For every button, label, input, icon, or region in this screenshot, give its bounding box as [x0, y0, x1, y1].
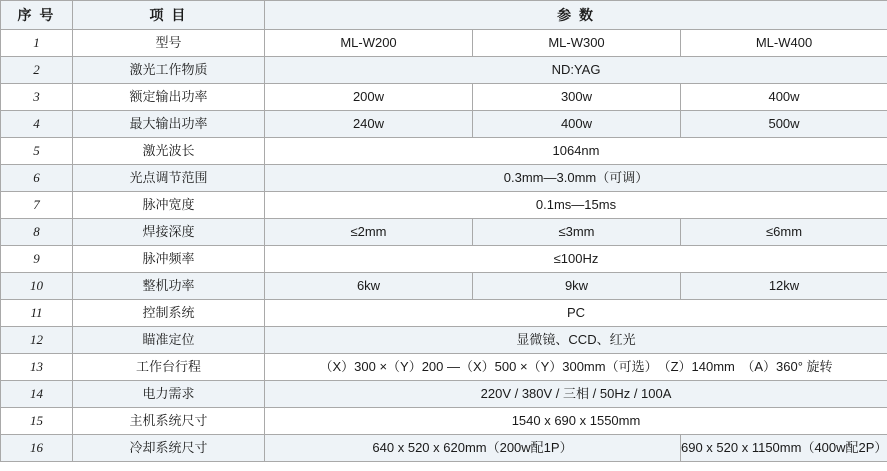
- row-value: ML-W400: [681, 30, 887, 57]
- row-value: 12kw: [681, 273, 887, 300]
- row-item-label: 激光工作物质: [73, 57, 265, 84]
- row-index: 11: [1, 300, 73, 327]
- header-no: 序 号: [1, 1, 73, 30]
- table-row: [1, 219, 887, 246]
- row-value: 500w: [681, 111, 887, 138]
- row-index: 4: [1, 111, 73, 138]
- row-index: 12: [1, 327, 73, 354]
- row-index: 14: [1, 381, 73, 408]
- table-row: [1, 138, 887, 165]
- row-value: 0.3mm—3.0mm（可调）: [265, 165, 887, 192]
- table-row: [1, 435, 887, 462]
- row-value: 690 x 520 x 1150mm（400w配2P）: [681, 435, 887, 462]
- row-value: 300w: [473, 84, 681, 111]
- table-row: [1, 165, 887, 192]
- table-header-row: [1, 1, 887, 30]
- row-value: 9kw: [473, 273, 681, 300]
- table-row: [1, 84, 887, 111]
- row-value: 0.1ms—15ms: [265, 192, 887, 219]
- row-item-label: 工作台行程: [73, 354, 265, 381]
- header-item: 项 目: [73, 1, 265, 30]
- row-item-label: 最大输出功率: [73, 111, 265, 138]
- table-row: [1, 354, 887, 381]
- row-value: 200w: [265, 84, 473, 111]
- row-item-label: 主机系统尺寸: [73, 408, 265, 435]
- table-row: [1, 273, 887, 300]
- row-index: 3: [1, 84, 73, 111]
- row-item-label: 控制系统: [73, 300, 265, 327]
- table-row: [1, 381, 887, 408]
- table-row: [1, 327, 887, 354]
- row-index: 6: [1, 165, 73, 192]
- table-row: [1, 30, 887, 57]
- row-value: 1540 x 690 x 1550mm: [265, 408, 887, 435]
- row-index: 16: [1, 435, 73, 462]
- row-value: 640 x 520 x 620mm（200w配1P）: [265, 435, 681, 462]
- table-row: [1, 192, 887, 219]
- row-index: 9: [1, 246, 73, 273]
- row-index: 15: [1, 408, 73, 435]
- row-value: PC: [265, 300, 887, 327]
- row-item-label: 脉冲宽度: [73, 192, 265, 219]
- row-item-label: 额定输出功率: [73, 84, 265, 111]
- row-index: 7: [1, 192, 73, 219]
- row-index: 10: [1, 273, 73, 300]
- row-value: 400w: [681, 84, 887, 111]
- row-item-label: 型号: [73, 30, 265, 57]
- row-value: 显微镜、CCD、红光: [265, 327, 887, 354]
- table-row: [1, 246, 887, 273]
- row-index: 5: [1, 138, 73, 165]
- row-index: 13: [1, 354, 73, 381]
- table-row: [1, 408, 887, 435]
- row-value: 240w: [265, 111, 473, 138]
- row-value: 400w: [473, 111, 681, 138]
- row-value: 220V / 380V / 三相 / 50Hz / 100A: [265, 381, 887, 408]
- table-row: [1, 57, 887, 84]
- row-index: 2: [1, 57, 73, 84]
- row-item-label: 整机功率: [73, 273, 265, 300]
- row-value: ML-W200: [265, 30, 473, 57]
- row-value: ≤3mm: [473, 219, 681, 246]
- table-row: [1, 300, 887, 327]
- row-item-label: 冷却系统尺寸: [73, 435, 265, 462]
- row-item-label: 脉冲频率: [73, 246, 265, 273]
- row-index: 1: [1, 30, 73, 57]
- row-value: 1064nm: [265, 138, 887, 165]
- table-row: [1, 111, 887, 138]
- row-item-label: 瞄准定位: [73, 327, 265, 354]
- row-value: ND:YAG: [265, 57, 887, 84]
- table-body: [1, 30, 887, 462]
- table-header: [1, 1, 887, 30]
- row-value: 6kw: [265, 273, 473, 300]
- header-parameter: 参 数: [265, 1, 887, 30]
- row-value: ML-W300: [473, 30, 681, 57]
- row-item-label: 光点调节范围: [73, 165, 265, 192]
- row-value: ≤100Hz: [265, 246, 887, 273]
- row-value: ≤6mm: [681, 219, 887, 246]
- row-item-label: 焊接深度: [73, 219, 265, 246]
- row-item-label: 激光波长: [73, 138, 265, 165]
- row-value: ≤2mm: [265, 219, 473, 246]
- row-index: 8: [1, 219, 73, 246]
- row-value: （X）300 ×（Y）200 —（X）500 ×（Y）300mm（可选） （Z）140mm （A）360° 旋转: [265, 354, 887, 381]
- row-item-label: 电力需求: [73, 381, 265, 408]
